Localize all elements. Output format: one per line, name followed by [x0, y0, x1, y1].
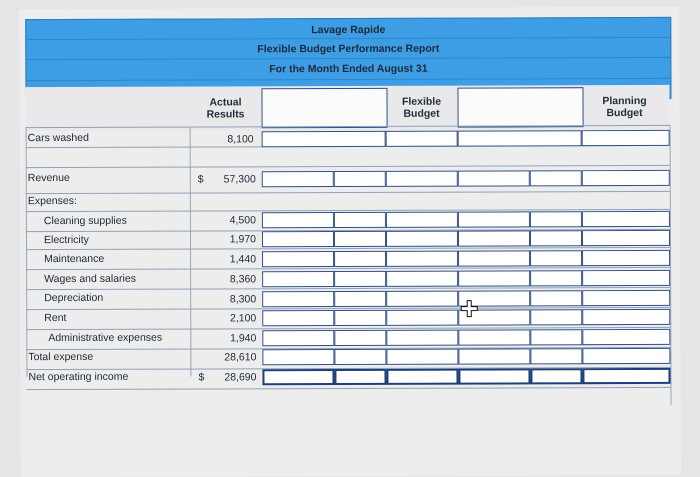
row-label-depreciation: Depreciation [44, 291, 104, 305]
row-label-net-operating-income: Net operating income [28, 370, 129, 384]
cars-washed-actual: 8,100 [227, 133, 254, 146]
expense-input-cell[interactable] [458, 329, 530, 345]
planning-budget-header: Planning Budget [602, 94, 647, 120]
expense-input-cell[interactable] [262, 251, 334, 267]
expense-input-cell[interactable] [386, 251, 458, 267]
actual-results-header: Actual Results [206, 96, 245, 121]
wages-and-salaries-actual: 8,360 [229, 273, 257, 286]
total-expense-actual: 28,610 [224, 351, 257, 364]
cars-washed-input-3[interactable] [458, 130, 582, 146]
row-label-cars-washed: Cars washed [27, 131, 89, 145]
net-operating-income-currency: $ [198, 371, 205, 384]
expense-input-cell[interactable] [334, 369, 386, 385]
revenue-input-2[interactable] [334, 171, 386, 187]
expense-input-cell[interactable] [530, 250, 582, 266]
expense-input-cell[interactable] [582, 290, 670, 306]
report-title: Flexible Budget Performance Report [257, 42, 440, 56]
expense-input-cell[interactable] [386, 349, 458, 365]
row-label-cleaning-supplies: Cleaning supplies [43, 214, 127, 228]
row-label-revenue: Revenue [27, 171, 70, 185]
revenue-flexible-input[interactable] [386, 171, 458, 187]
flexible-budget-header: Flexible Budget [401, 95, 442, 120]
expense-input-cell[interactable] [262, 212, 334, 228]
expense-input-cell[interactable] [530, 309, 582, 325]
report-period: For the Month Ended August 31 [269, 62, 428, 76]
row-label-maintenance: Maintenance [44, 252, 105, 266]
expense-input-cell[interactable] [458, 368, 530, 384]
expense-input-cell[interactable] [334, 271, 386, 287]
cars-washed-planning-input[interactable] [582, 130, 670, 146]
expense-input-cell[interactable] [530, 329, 582, 345]
expense-input-cell[interactable] [334, 231, 386, 247]
expense-input-cell[interactable] [386, 330, 458, 346]
expense-input-cell[interactable] [262, 369, 334, 385]
expense-input-cell[interactable] [334, 251, 386, 267]
expense-input-cell[interactable] [386, 212, 458, 228]
expense-input-cell[interactable] [530, 348, 582, 364]
spreadsheet-worksheet [19, 7, 681, 477]
expense-input-cell[interactable] [458, 270, 530, 286]
depreciation-actual: 8,300 [229, 293, 257, 306]
row-label-total-expense: Total expense [28, 350, 94, 364]
expense-input-cell[interactable] [458, 348, 530, 364]
expense-input-cell[interactable] [530, 270, 582, 286]
row-label-expenses: Expenses: [27, 194, 77, 208]
revenue-input-1[interactable] [262, 171, 334, 187]
revenue-actual: 57,300 [223, 173, 256, 186]
maintenance-actual: 1,440 [229, 253, 257, 266]
cleaning-supplies-actual: 4,500 [229, 214, 256, 227]
expense-input-cell[interactable] [386, 369, 458, 385]
expense-input-cell[interactable] [458, 250, 530, 266]
row-label-wages-and-salaries: Wages and salaries [44, 272, 136, 286]
expense-input-cell[interactable] [582, 211, 670, 227]
revenue-planning-input[interactable] [582, 170, 670, 186]
revenue-currency: $ [197, 173, 204, 186]
row-label-administrative-expenses: Administrative expenses [48, 331, 163, 345]
expense-input-cell[interactable] [334, 349, 386, 365]
expense-input-cell[interactable] [386, 291, 458, 307]
expense-input-cell[interactable] [582, 368, 670, 384]
net-operating-income-actual: 28,690 [224, 371, 257, 384]
expense-input-cell[interactable] [582, 270, 670, 286]
revenue-input-4[interactable] [458, 170, 530, 186]
variance-header-input[interactable] [261, 88, 387, 128]
expense-input-cell[interactable] [386, 231, 458, 247]
expense-input-cell[interactable] [262, 231, 334, 247]
rent-actual: 2,100 [229, 312, 257, 325]
expense-input-cell[interactable] [582, 250, 670, 266]
expense-input-cell[interactable] [262, 291, 334, 307]
row-label-electricity: Electricity [43, 233, 89, 247]
administrative-expenses-actual: 1,940 [230, 332, 257, 345]
activity-variance-header-input[interactable] [457, 87, 583, 127]
expense-input-cell[interactable] [582, 309, 670, 325]
cars-washed-input-1[interactable] [262, 131, 386, 147]
expense-input-cell[interactable] [262, 349, 334, 365]
expense-input-cell[interactable] [582, 230, 670, 246]
expense-input-cell[interactable] [458, 230, 530, 246]
electricity-actual: 1,970 [229, 233, 257, 246]
crosshair-plus-icon [460, 300, 478, 318]
expense-input-cell[interactable] [458, 211, 530, 227]
expense-input-cell[interactable] [334, 330, 386, 346]
row-label-rent: Rent [44, 311, 67, 325]
expense-input-cell[interactable] [262, 310, 334, 326]
expense-input-cell[interactable] [262, 330, 334, 346]
revenue-input-5[interactable] [530, 170, 582, 186]
expense-input-cell[interactable] [530, 211, 582, 227]
company-name: Lavage Rapide [311, 23, 386, 37]
expense-input-cell[interactable] [582, 348, 670, 364]
expense-input-cell[interactable] [334, 291, 386, 307]
expense-input-cell[interactable] [530, 230, 582, 246]
expense-input-cell[interactable] [334, 212, 386, 228]
expense-input-cell[interactable] [334, 310, 386, 326]
expense-input-cell[interactable] [530, 290, 582, 306]
expense-input-cell[interactable] [262, 271, 334, 287]
expense-input-cell[interactable] [530, 368, 582, 384]
cars-washed-flexible-input[interactable] [386, 131, 458, 147]
expense-input-cell[interactable] [386, 271, 458, 287]
expense-input-cell[interactable] [386, 310, 458, 326]
expense-input-cell[interactable] [582, 329, 670, 345]
